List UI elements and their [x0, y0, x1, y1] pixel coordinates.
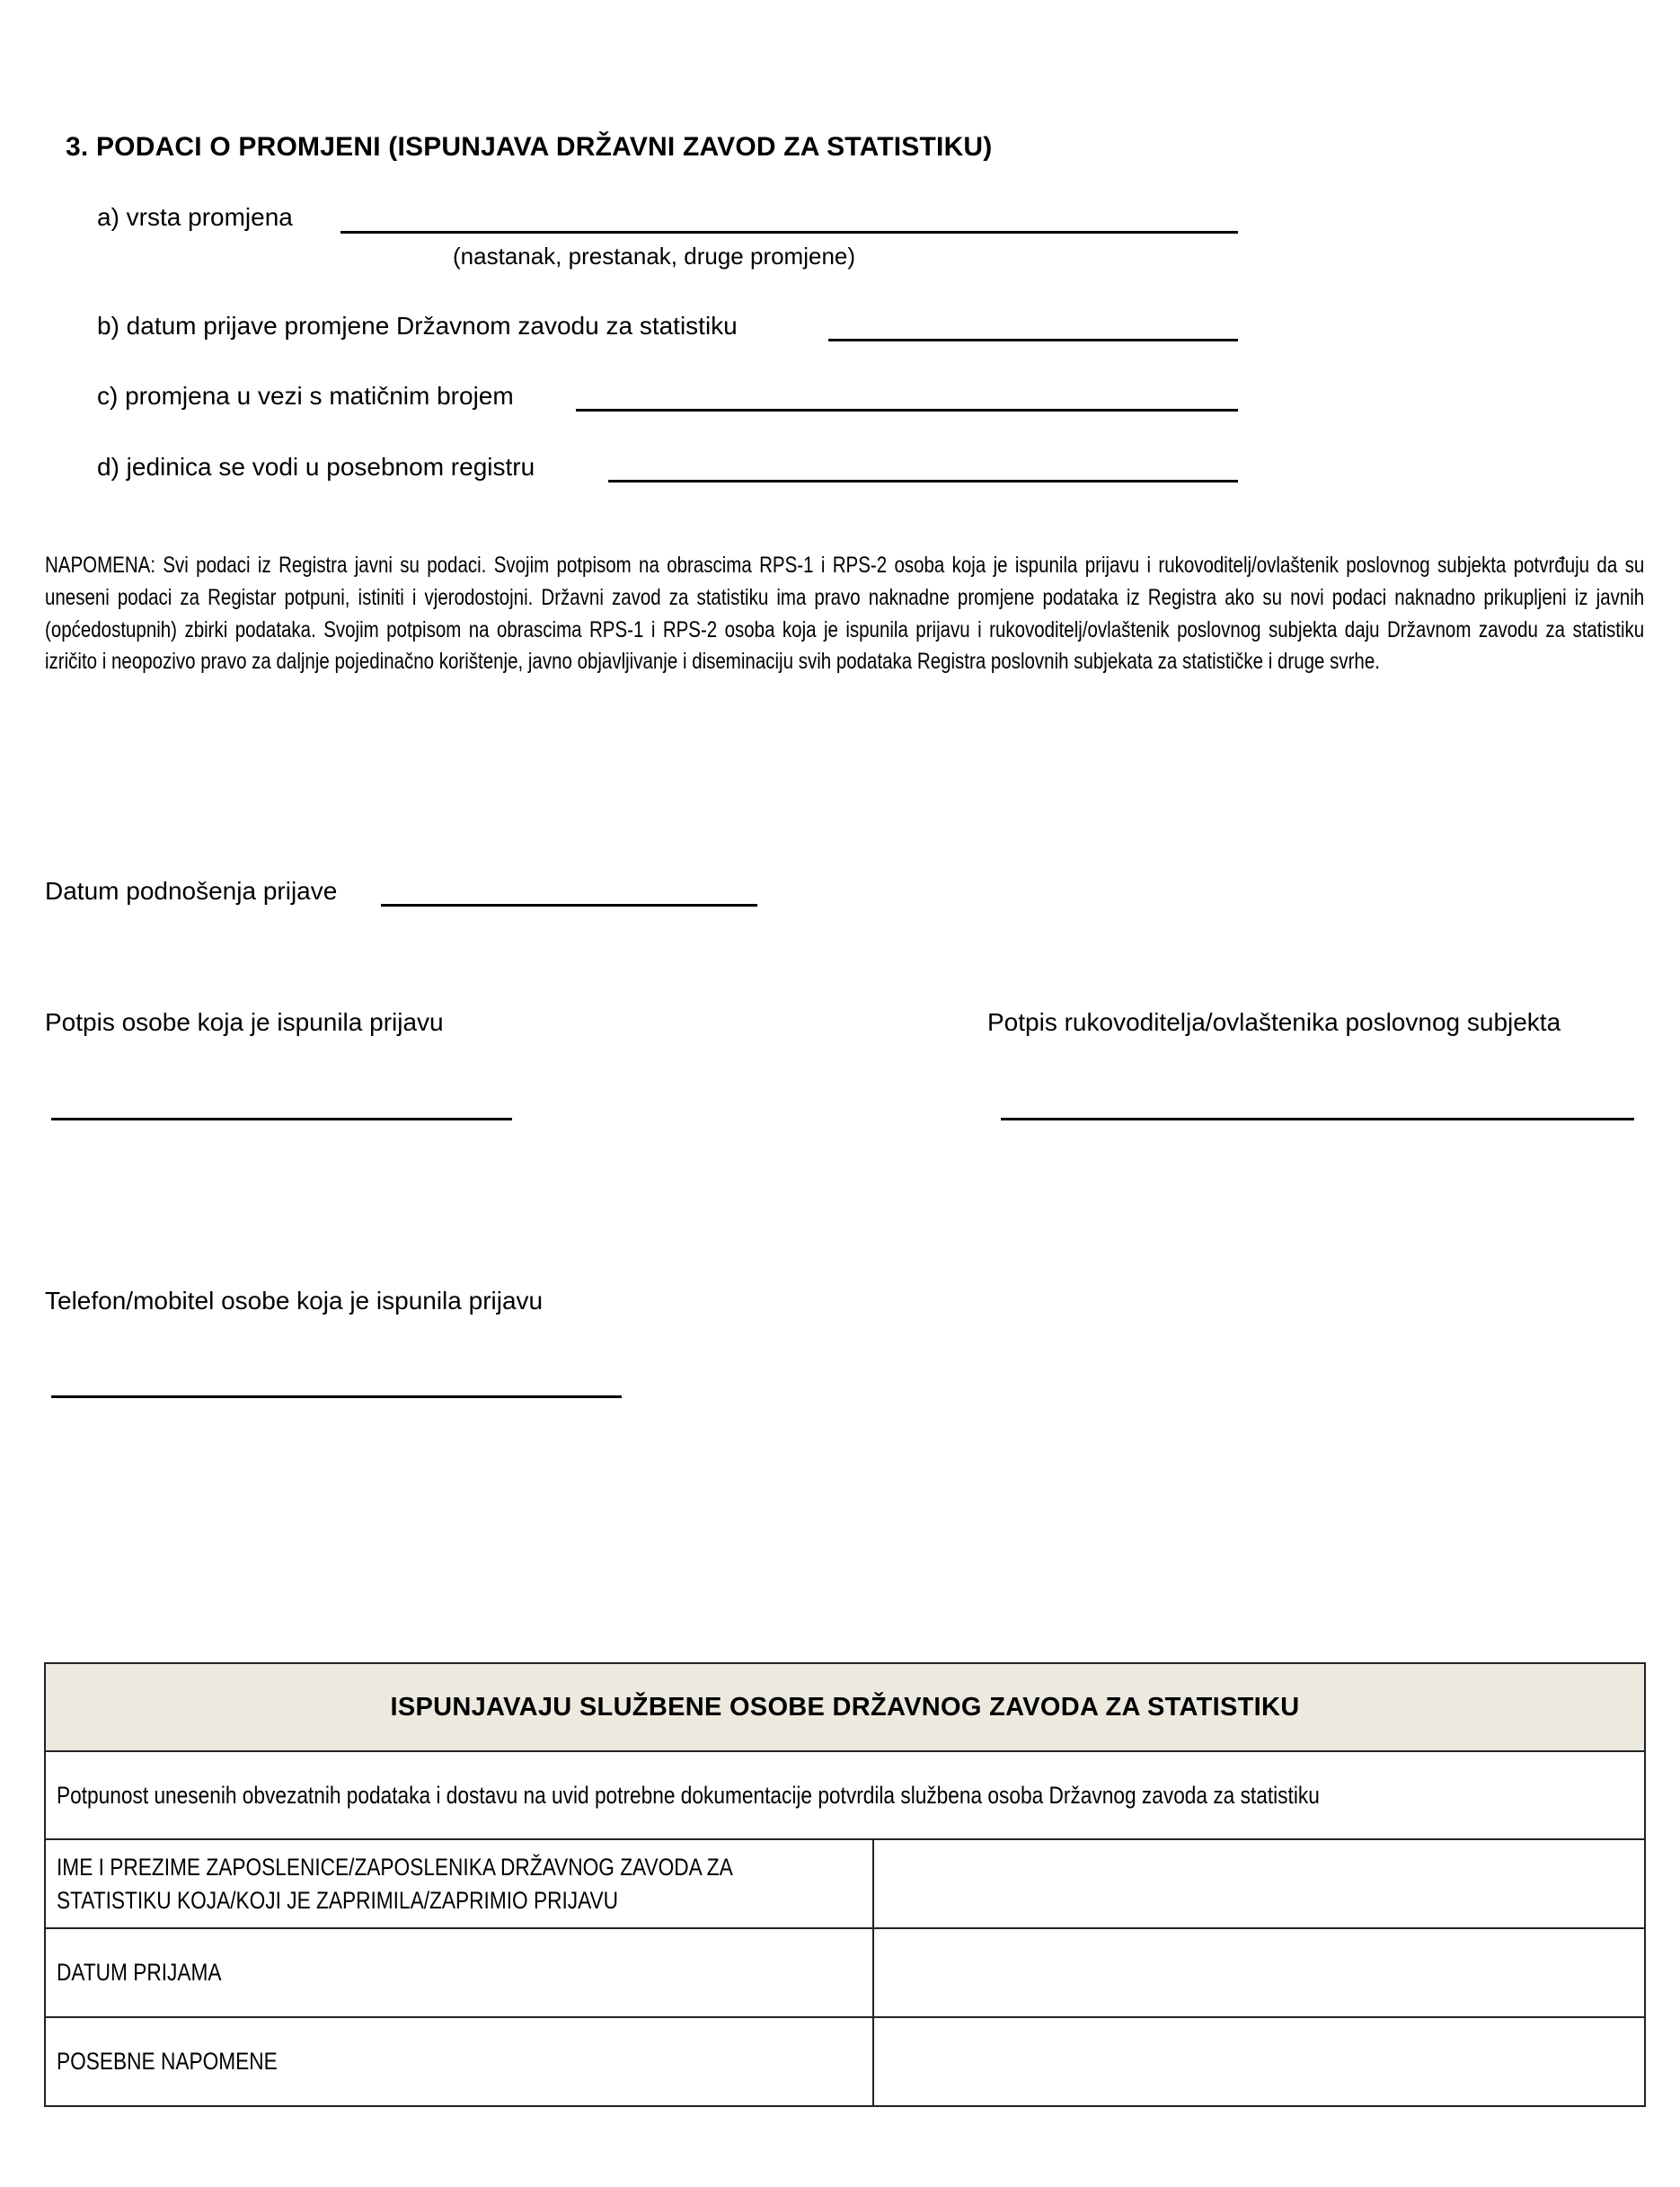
- special-notes-label: POSEBNE NAPOMENE: [57, 2048, 278, 2075]
- field-input-special-register[interactable]: [608, 480, 1238, 483]
- official-table-header-row: [45, 1663, 1645, 1751]
- official-use-table: [44, 1662, 1646, 2107]
- field-input-registration-number-change[interactable]: [576, 409, 1238, 412]
- submission-date-input[interactable]: [381, 904, 757, 907]
- note-paragraph: [45, 550, 1645, 678]
- confirmation-text: Potpunost unesenih obvezatnih podataka i dostavu na uvid potrebne dokumentacije potvrdila službena osoba Državnog zavoda za statistiku: [57, 1781, 1320, 1809]
- field-input-change-report-date[interactable]: [828, 339, 1238, 341]
- table-row: [45, 1839, 1645, 1928]
- field-label-special-register: d) jedinica se vodi u posebnom registru: [97, 453, 535, 481]
- confirmation-cell: [45, 1751, 1645, 1839]
- employee-name-label-cell: [45, 1839, 873, 1928]
- receipt-date-label-cell: [45, 1928, 873, 2017]
- field-input-change-type[interactable]: [340, 231, 1238, 234]
- note-text: NAPOMENA: Svi podaci iz Registra javni su podaci. Svojim potpisom na obrascima RPS-1 i RPS-2 osoba koja je ispunila prijavu i rukovoditelj/ovlaštenik poslovnog subjekta potvrđuju da su uneseni podaci za Registar potpuni, istiniti i vjerodostojni. Državni zavod za statistiku ima pravo naknadne promjene podataka iz Registra ako su novi podaci naknadno prikupljeni iz javnih (općedostupnih) zbirki podataka. Svojim potpisom na obrascima RPS-1 i RPS-2 osoba koja je ispunila prijavu i rukovoditelj/ovlaštenik poslovnog subjekta daju Državnom zavodu za statistiku izričito i neopozivo pravo za daljnje pojedinačno korištenje, javno objavljivanje i diseminaciju svih podataka Registra poslovnih subjekata za statističke i druge svrhe.: [45, 553, 1645, 675]
- signature-manager-line[interactable]: [1001, 1118, 1634, 1120]
- special-notes-input[interactable]: [873, 2017, 1645, 2106]
- confirmation-row: [45, 1751, 1645, 1839]
- receipt-date-input[interactable]: [873, 1928, 1645, 2017]
- official-table-header: ISPUNJAVAJU SLUŽBENE OSOBE DRŽAVNOG ZAVODA ZA STATISTIKU: [45, 1663, 1645, 1751]
- phone-input[interactable]: [51, 1395, 622, 1398]
- section-3-heading: 3. PODACI O PROMJENI (ISPUNJAVA DRŽAVNI ZAVOD ZA STATISTIKU): [66, 132, 993, 162]
- receipt-date-label: DATUM PRIJAMA: [57, 1959, 222, 1986]
- field-label-change-report-date: b) datum prijave promjene Državnom zavodu za statistiku: [97, 312, 738, 340]
- phone-label: Telefon/mobitel osobe koja je ispunila prijavu: [45, 1287, 544, 1315]
- employee-name-label-line2: STATISTIKU KOJA/KOJI JE ZAPRIMILA/ZAPRIMIO PRIJAVU: [57, 1886, 619, 1914]
- signature-manager-label: Potpis rukovoditelja/ovlaštenika poslovnog subjekta: [987, 1008, 1561, 1036]
- special-notes-label-cell: [45, 2017, 873, 2106]
- signature-filler-line[interactable]: [51, 1118, 512, 1120]
- signature-filler-label: Potpis osobe koja je ispunila prijavu: [45, 1008, 444, 1036]
- field-label-registration-number-change: c) promjena u vezi s matičnim brojem: [97, 382, 514, 410]
- table-row: [45, 1928, 1645, 2017]
- field-hint-change-type: (nastanak, prestanak, druge promjene): [453, 243, 856, 270]
- employee-name-label-line1: IME I PREZIME ZAPOSLENICE/ZAPOSLENIKA DRŽAVNOG ZAVODA ZA: [57, 1853, 733, 1881]
- submission-date-label: Datum podnošenja prijave: [45, 877, 338, 905]
- field-label-change-type: a) vrsta promjena: [97, 203, 293, 231]
- employee-name-input[interactable]: [873, 1839, 1645, 1928]
- table-row: [45, 2017, 1645, 2106]
